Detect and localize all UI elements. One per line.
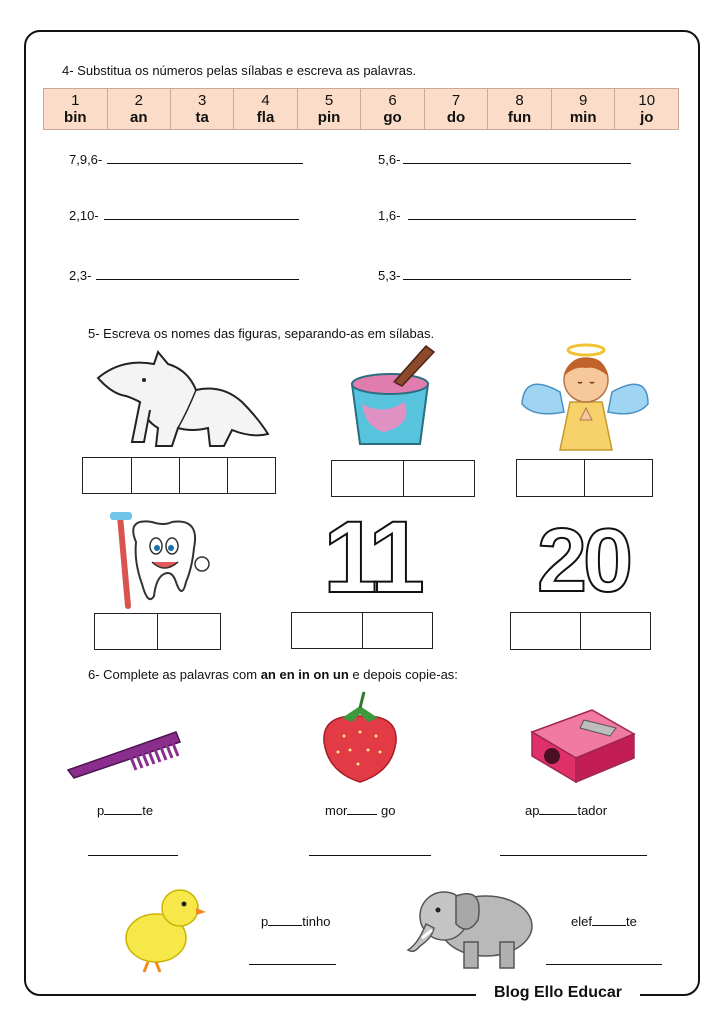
syllable-cell <box>488 89 552 130</box>
elephant-image <box>404 880 538 972</box>
word-3: ap tador <box>525 803 608 818</box>
sharpener-image <box>526 702 640 784</box>
q5-title: 5- Escreva os nomes das figuras, separando-as em sílabas. <box>88 326 435 341</box>
word-1: p te <box>97 803 154 818</box>
syllable-number: 6 <box>388 92 397 109</box>
footer-brand: Blog Ello Educar <box>476 980 640 1006</box>
word-blank[interactable] <box>539 804 577 815</box>
syllable-cell <box>551 89 615 130</box>
answer-line[interactable] <box>408 219 636 220</box>
syllable-text: pin <box>317 109 341 126</box>
answer-line[interactable] <box>96 279 299 280</box>
copy-line[interactable] <box>546 964 662 965</box>
syllable-text: jo <box>640 109 654 126</box>
syllable-cell <box>615 89 679 130</box>
number-11-image: 11 <box>323 500 419 614</box>
word-4: p tinho <box>261 914 331 929</box>
syllable-number: 9 <box>578 92 588 109</box>
syllable-cell <box>234 89 297 130</box>
syllable-boxes[interactable] <box>331 460 475 497</box>
syllable-number: 2 <box>134 92 143 109</box>
syllable-text: fla <box>256 109 275 126</box>
syllable-text: do <box>446 109 466 126</box>
syllable-text: bin <box>64 109 87 126</box>
q4-item-2: 5,6- <box>378 152 401 167</box>
syllable-number: 3 <box>197 92 207 109</box>
syllable-number: 1 <box>71 92 80 109</box>
q4-item-5: 2,3- <box>69 268 92 283</box>
copy-line[interactable] <box>249 964 336 965</box>
syllable-text: min <box>569 109 597 126</box>
syllable-text: ta <box>195 109 209 126</box>
copy-line[interactable] <box>309 855 431 856</box>
syllable-cell <box>361 89 424 130</box>
syllable-cell <box>107 89 170 130</box>
word-5: elef te <box>571 914 637 929</box>
word-blank[interactable] <box>592 915 626 926</box>
answer-line[interactable] <box>403 279 631 280</box>
syllable-cell <box>424 89 487 130</box>
syllable-number: 4 <box>261 92 270 109</box>
angel-image <box>520 342 650 454</box>
answer-line[interactable] <box>403 163 631 164</box>
syllable-boxes[interactable] <box>510 612 651 650</box>
syllable-text: go <box>383 109 402 126</box>
syllable-boxes[interactable] <box>94 613 221 650</box>
syllable-cell <box>171 89 234 130</box>
q4-item-4: 1,6- <box>378 208 401 223</box>
number-20-image: 20 <box>536 511 630 611</box>
q6-title: 6- Complete as palavras com an en in on un e depois copie-as: <box>88 667 458 682</box>
syllable-number: 8 <box>515 92 524 109</box>
answer-line[interactable] <box>107 163 303 164</box>
q4-item-1: 7,9,6- <box>69 152 103 167</box>
word-blank[interactable] <box>104 804 142 815</box>
syllable-boxes[interactable] <box>291 612 433 649</box>
syllable-cell <box>297 89 361 130</box>
comb-image <box>66 722 184 778</box>
word-blank[interactable] <box>268 915 302 926</box>
syllable-table <box>43 88 679 130</box>
syllable-number: 10 <box>638 92 656 109</box>
strawberry-image <box>318 692 402 784</box>
q4-item-3: 2,10- <box>69 208 99 223</box>
q4-item-6: 5,3- <box>378 268 401 283</box>
syllable-number: 5 <box>324 92 334 109</box>
anteater-image <box>92 350 274 450</box>
syllable-text: fun <box>507 109 532 126</box>
chick-image <box>120 882 210 974</box>
syllable-text: an <box>130 109 148 126</box>
syllable-boxes[interactable] <box>82 457 276 494</box>
q4-title: 4- Substitua os números pelas sílabas e escreva as palavras. <box>62 63 417 78</box>
syllable-number: 7 <box>451 92 461 109</box>
tooth-image <box>106 512 210 608</box>
syllable-cell <box>44 89 108 130</box>
syllable-boxes[interactable] <box>516 459 653 497</box>
paint-can-image <box>344 344 434 448</box>
copy-line[interactable] <box>500 855 647 856</box>
copy-line[interactable] <box>88 855 178 856</box>
word-2: mor go <box>325 803 396 818</box>
answer-line[interactable] <box>104 219 299 220</box>
word-blank[interactable] <box>347 804 377 815</box>
